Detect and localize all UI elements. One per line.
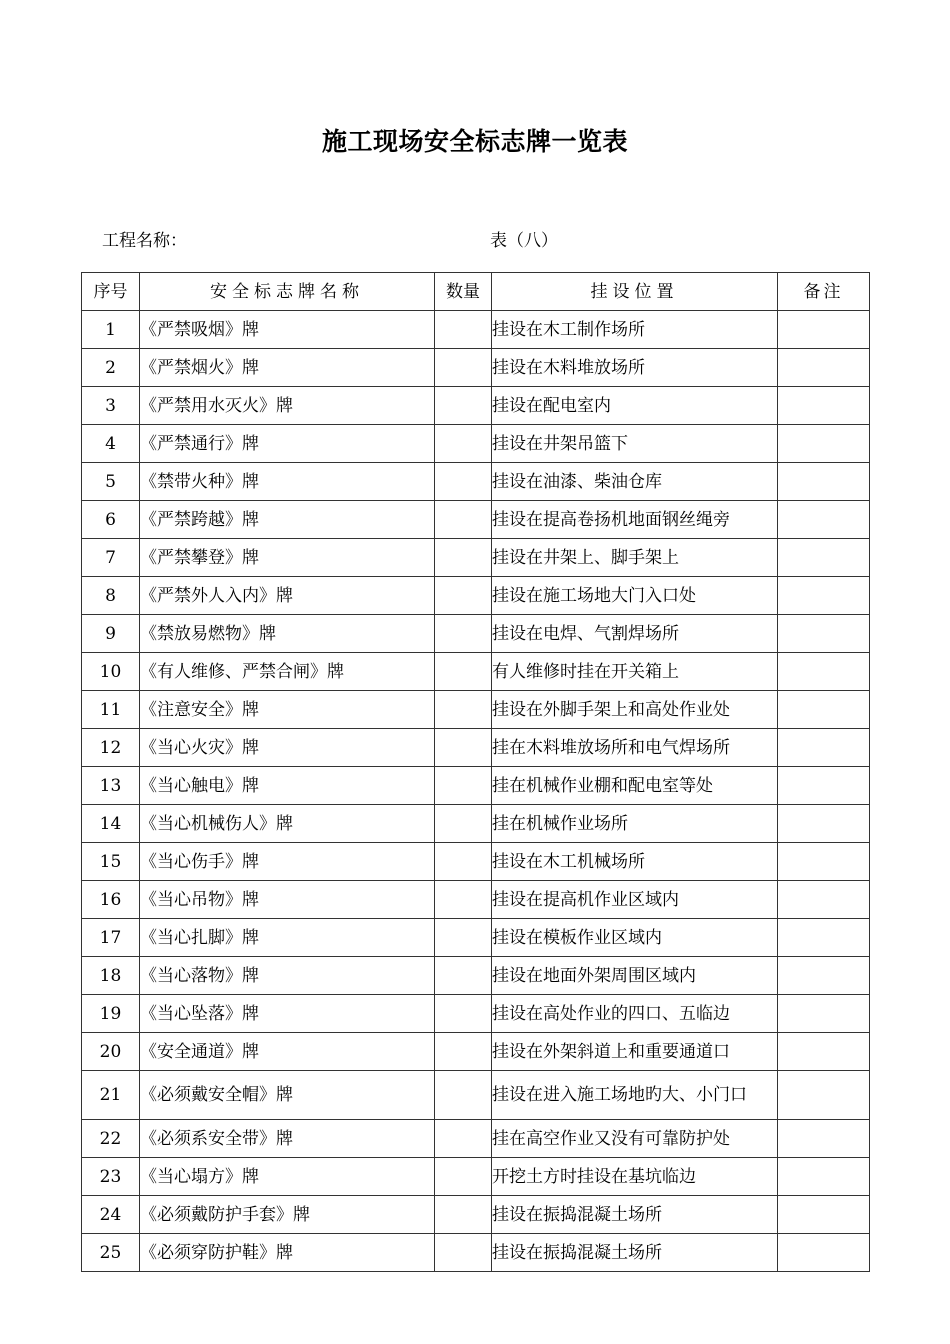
- table-row: [82, 387, 870, 425]
- remark-cell: [778, 349, 870, 387]
- remark-cell: [778, 311, 870, 349]
- table-row: [82, 843, 870, 881]
- remark-cell: [778, 577, 870, 615]
- header-position: 挂设位置: [492, 273, 778, 311]
- row-number: 16: [82, 881, 140, 919]
- table-row: [82, 919, 870, 957]
- remark-cell: [778, 1234, 870, 1272]
- sign-name-cell: 《当心坠落》牌: [140, 995, 435, 1033]
- position-cell: 挂在木料堆放场所和电气焊场所: [492, 729, 778, 767]
- sign-name-cell: 《禁带火种》牌: [140, 463, 435, 501]
- position-cell: 开挖土方时挂设在基坑临边: [492, 1158, 778, 1196]
- quantity-cell: [435, 881, 492, 919]
- quantity-cell: [435, 463, 492, 501]
- quantity-cell: [435, 1120, 492, 1158]
- quantity-cell: [435, 1033, 492, 1071]
- table-row: [82, 463, 870, 501]
- sign-name-cell: 《安全通道》牌: [140, 1033, 435, 1071]
- remark-cell: [778, 1071, 870, 1120]
- remark-cell: [778, 653, 870, 691]
- remark-cell: [778, 539, 870, 577]
- table-row: [82, 1158, 870, 1196]
- remark-cell: [778, 1196, 870, 1234]
- table-row: [82, 805, 870, 843]
- table-row: [82, 881, 870, 919]
- sign-name-cell: 《当心落物》牌: [140, 957, 435, 995]
- sign-name-cell: 《严禁外人入内》牌: [140, 577, 435, 615]
- quantity-cell: [435, 349, 492, 387]
- row-number: 14: [82, 805, 140, 843]
- table-row: [82, 349, 870, 387]
- remark-cell: [778, 691, 870, 729]
- row-number: 17: [82, 919, 140, 957]
- quantity-cell: [435, 539, 492, 577]
- table-number-label: 表（八）: [490, 231, 558, 251]
- row-number: 19: [82, 995, 140, 1033]
- quantity-cell: [435, 1071, 492, 1120]
- sign-name-cell: 《必须穿防护鞋》牌: [140, 1234, 435, 1272]
- position-cell: 挂设在振捣混凝土场所: [492, 1234, 778, 1272]
- table-row: [82, 729, 870, 767]
- sign-name-cell: 《当心扎脚》牌: [140, 919, 435, 957]
- row-number: 24: [82, 1196, 140, 1234]
- position-cell: 挂设在电焊、气割焊场所: [492, 615, 778, 653]
- table-row: [82, 691, 870, 729]
- remark-cell: [778, 957, 870, 995]
- row-number: 25: [82, 1234, 140, 1272]
- table-row: [82, 1033, 870, 1071]
- quantity-cell: [435, 615, 492, 653]
- table-row: [82, 1120, 870, 1158]
- position-cell: 挂设在振捣混凝土场所: [492, 1196, 778, 1234]
- table-row: [82, 1196, 870, 1234]
- row-number: 2: [82, 349, 140, 387]
- table-row: [82, 615, 870, 653]
- table-row: [82, 311, 870, 349]
- position-cell: 挂设在木工机械场所: [492, 843, 778, 881]
- remark-cell: [778, 881, 870, 919]
- remark-cell: [778, 805, 870, 843]
- header-quantity: 数量: [435, 273, 492, 311]
- row-number: 18: [82, 957, 140, 995]
- table-row: [82, 1071, 870, 1120]
- sign-name-cell: 《当心机械伤人》牌: [140, 805, 435, 843]
- sign-name-cell: 《当心伤手》牌: [140, 843, 435, 881]
- remark-cell: [778, 1033, 870, 1071]
- quantity-cell: [435, 995, 492, 1033]
- position-cell: 挂设在配电室内: [492, 387, 778, 425]
- row-number: 4: [82, 425, 140, 463]
- page-title: 施工现场安全标志牌一览表: [321, 127, 628, 156]
- position-cell: 挂设在提高机作业区域内: [492, 881, 778, 919]
- quantity-cell: [435, 311, 492, 349]
- remark-cell: [778, 919, 870, 957]
- quantity-cell: [435, 1234, 492, 1272]
- sign-name-cell: 《严禁用水灭火》牌: [140, 387, 435, 425]
- sign-name-cell: 《严禁跨越》牌: [140, 501, 435, 539]
- row-number: 3: [82, 387, 140, 425]
- sign-name-cell: 《严禁攀登》牌: [140, 539, 435, 577]
- remark-cell: [778, 615, 870, 653]
- position-cell: 挂设在木工制作场所: [492, 311, 778, 349]
- quantity-cell: [435, 501, 492, 539]
- quantity-cell: [435, 1158, 492, 1196]
- position-cell: 挂设在外架斜道上和重要通道口: [492, 1033, 778, 1071]
- row-number: 23: [82, 1158, 140, 1196]
- remark-cell: [778, 501, 870, 539]
- sign-name-cell: 《禁放易燃物》牌: [140, 615, 435, 653]
- position-cell: 挂设在地面外架周围区域内: [492, 957, 778, 995]
- remark-cell: [778, 995, 870, 1033]
- quantity-cell: [435, 653, 492, 691]
- row-number: 15: [82, 843, 140, 881]
- position-cell: 挂设在井架吊篮下: [492, 425, 778, 463]
- safety-sign-table: [81, 272, 870, 1272]
- sign-name-cell: 《必须戴安全帽》牌: [140, 1071, 435, 1120]
- sign-name-cell: 《当心塌方》牌: [140, 1158, 435, 1196]
- header-sign-name: 安全标志牌名称: [140, 273, 435, 311]
- row-number: 13: [82, 767, 140, 805]
- sign-name-cell: 《有人维修、严禁合闸》牌: [140, 653, 435, 691]
- quantity-cell: [435, 1196, 492, 1234]
- sign-name-cell: 《当心火灾》牌: [140, 729, 435, 767]
- row-number: 22: [82, 1120, 140, 1158]
- position-cell: 挂设在提高卷扬机地面钢丝绳旁: [492, 501, 778, 539]
- quantity-cell: [435, 729, 492, 767]
- sign-name-cell: 《注意安全》牌: [140, 691, 435, 729]
- table-header-row: [82, 273, 870, 311]
- position-cell: 挂在机械作业棚和配电室等处: [492, 767, 778, 805]
- remark-cell: [778, 1158, 870, 1196]
- quantity-cell: [435, 919, 492, 957]
- table-row: [82, 957, 870, 995]
- quantity-cell: [435, 843, 492, 881]
- remark-cell: [778, 387, 870, 425]
- row-number: 11: [82, 691, 140, 729]
- quantity-cell: [435, 387, 492, 425]
- row-number: 9: [82, 615, 140, 653]
- position-cell: 挂设在外脚手架上和高处作业处: [492, 691, 778, 729]
- position-cell: 挂设在模板作业区域内: [492, 919, 778, 957]
- position-cell: 挂设在进入施工场地旳大、小门口: [492, 1071, 778, 1120]
- row-number: 5: [82, 463, 140, 501]
- table-row: [82, 501, 870, 539]
- position-cell: 有人维修时挂在开关箱上: [492, 653, 778, 691]
- sign-name-cell: 《严禁烟火》牌: [140, 349, 435, 387]
- position-cell: 挂设在井架上、脚手架上: [492, 539, 778, 577]
- header-remark: 备注: [778, 273, 870, 311]
- table-row: [82, 995, 870, 1033]
- row-number: 20: [82, 1033, 140, 1071]
- remark-cell: [778, 463, 870, 501]
- row-number: 6: [82, 501, 140, 539]
- table-row: [82, 1234, 870, 1272]
- table-row: [82, 767, 870, 805]
- position-cell: 挂在机械作业场所: [492, 805, 778, 843]
- quantity-cell: [435, 425, 492, 463]
- remark-cell: [778, 843, 870, 881]
- sign-name-cell: 《严禁吸烟》牌: [140, 311, 435, 349]
- quantity-cell: [435, 957, 492, 995]
- row-number: 8: [82, 577, 140, 615]
- remark-cell: [778, 425, 870, 463]
- sign-name-cell: 《当心吊物》牌: [140, 881, 435, 919]
- remark-cell: [778, 767, 870, 805]
- row-number: 12: [82, 729, 140, 767]
- quantity-cell: [435, 767, 492, 805]
- row-number: 7: [82, 539, 140, 577]
- sign-name-cell: 《必须戴防护手套》牌: [140, 1196, 435, 1234]
- position-cell: 挂设在木料堆放场所: [492, 349, 778, 387]
- row-number: 21: [82, 1071, 140, 1120]
- quantity-cell: [435, 577, 492, 615]
- remark-cell: [778, 729, 870, 767]
- quantity-cell: [435, 805, 492, 843]
- quantity-cell: [435, 691, 492, 729]
- table-body: [82, 311, 870, 1272]
- sign-name-cell: 《必须系安全带》牌: [140, 1120, 435, 1158]
- header-no: 序号: [82, 273, 140, 311]
- sign-name-cell: 《严禁通行》牌: [140, 425, 435, 463]
- position-cell: 挂在高空作业又没有可靠防护处: [492, 1120, 778, 1158]
- table-row: [82, 577, 870, 615]
- remark-cell: [778, 1120, 870, 1158]
- table-row: [82, 539, 870, 577]
- table-row: [82, 653, 870, 691]
- project-name-label: 工程名称：: [102, 231, 187, 251]
- row-number: 10: [82, 653, 140, 691]
- position-cell: 挂设在高处作业的四口、五临边: [492, 995, 778, 1033]
- sign-name-cell: 《当心触电》牌: [140, 767, 435, 805]
- table-row: [82, 425, 870, 463]
- position-cell: 挂设在施工场地大门入口处: [492, 577, 778, 615]
- row-number: 1: [82, 311, 140, 349]
- position-cell: 挂设在油漆、柴油仓库: [492, 463, 778, 501]
